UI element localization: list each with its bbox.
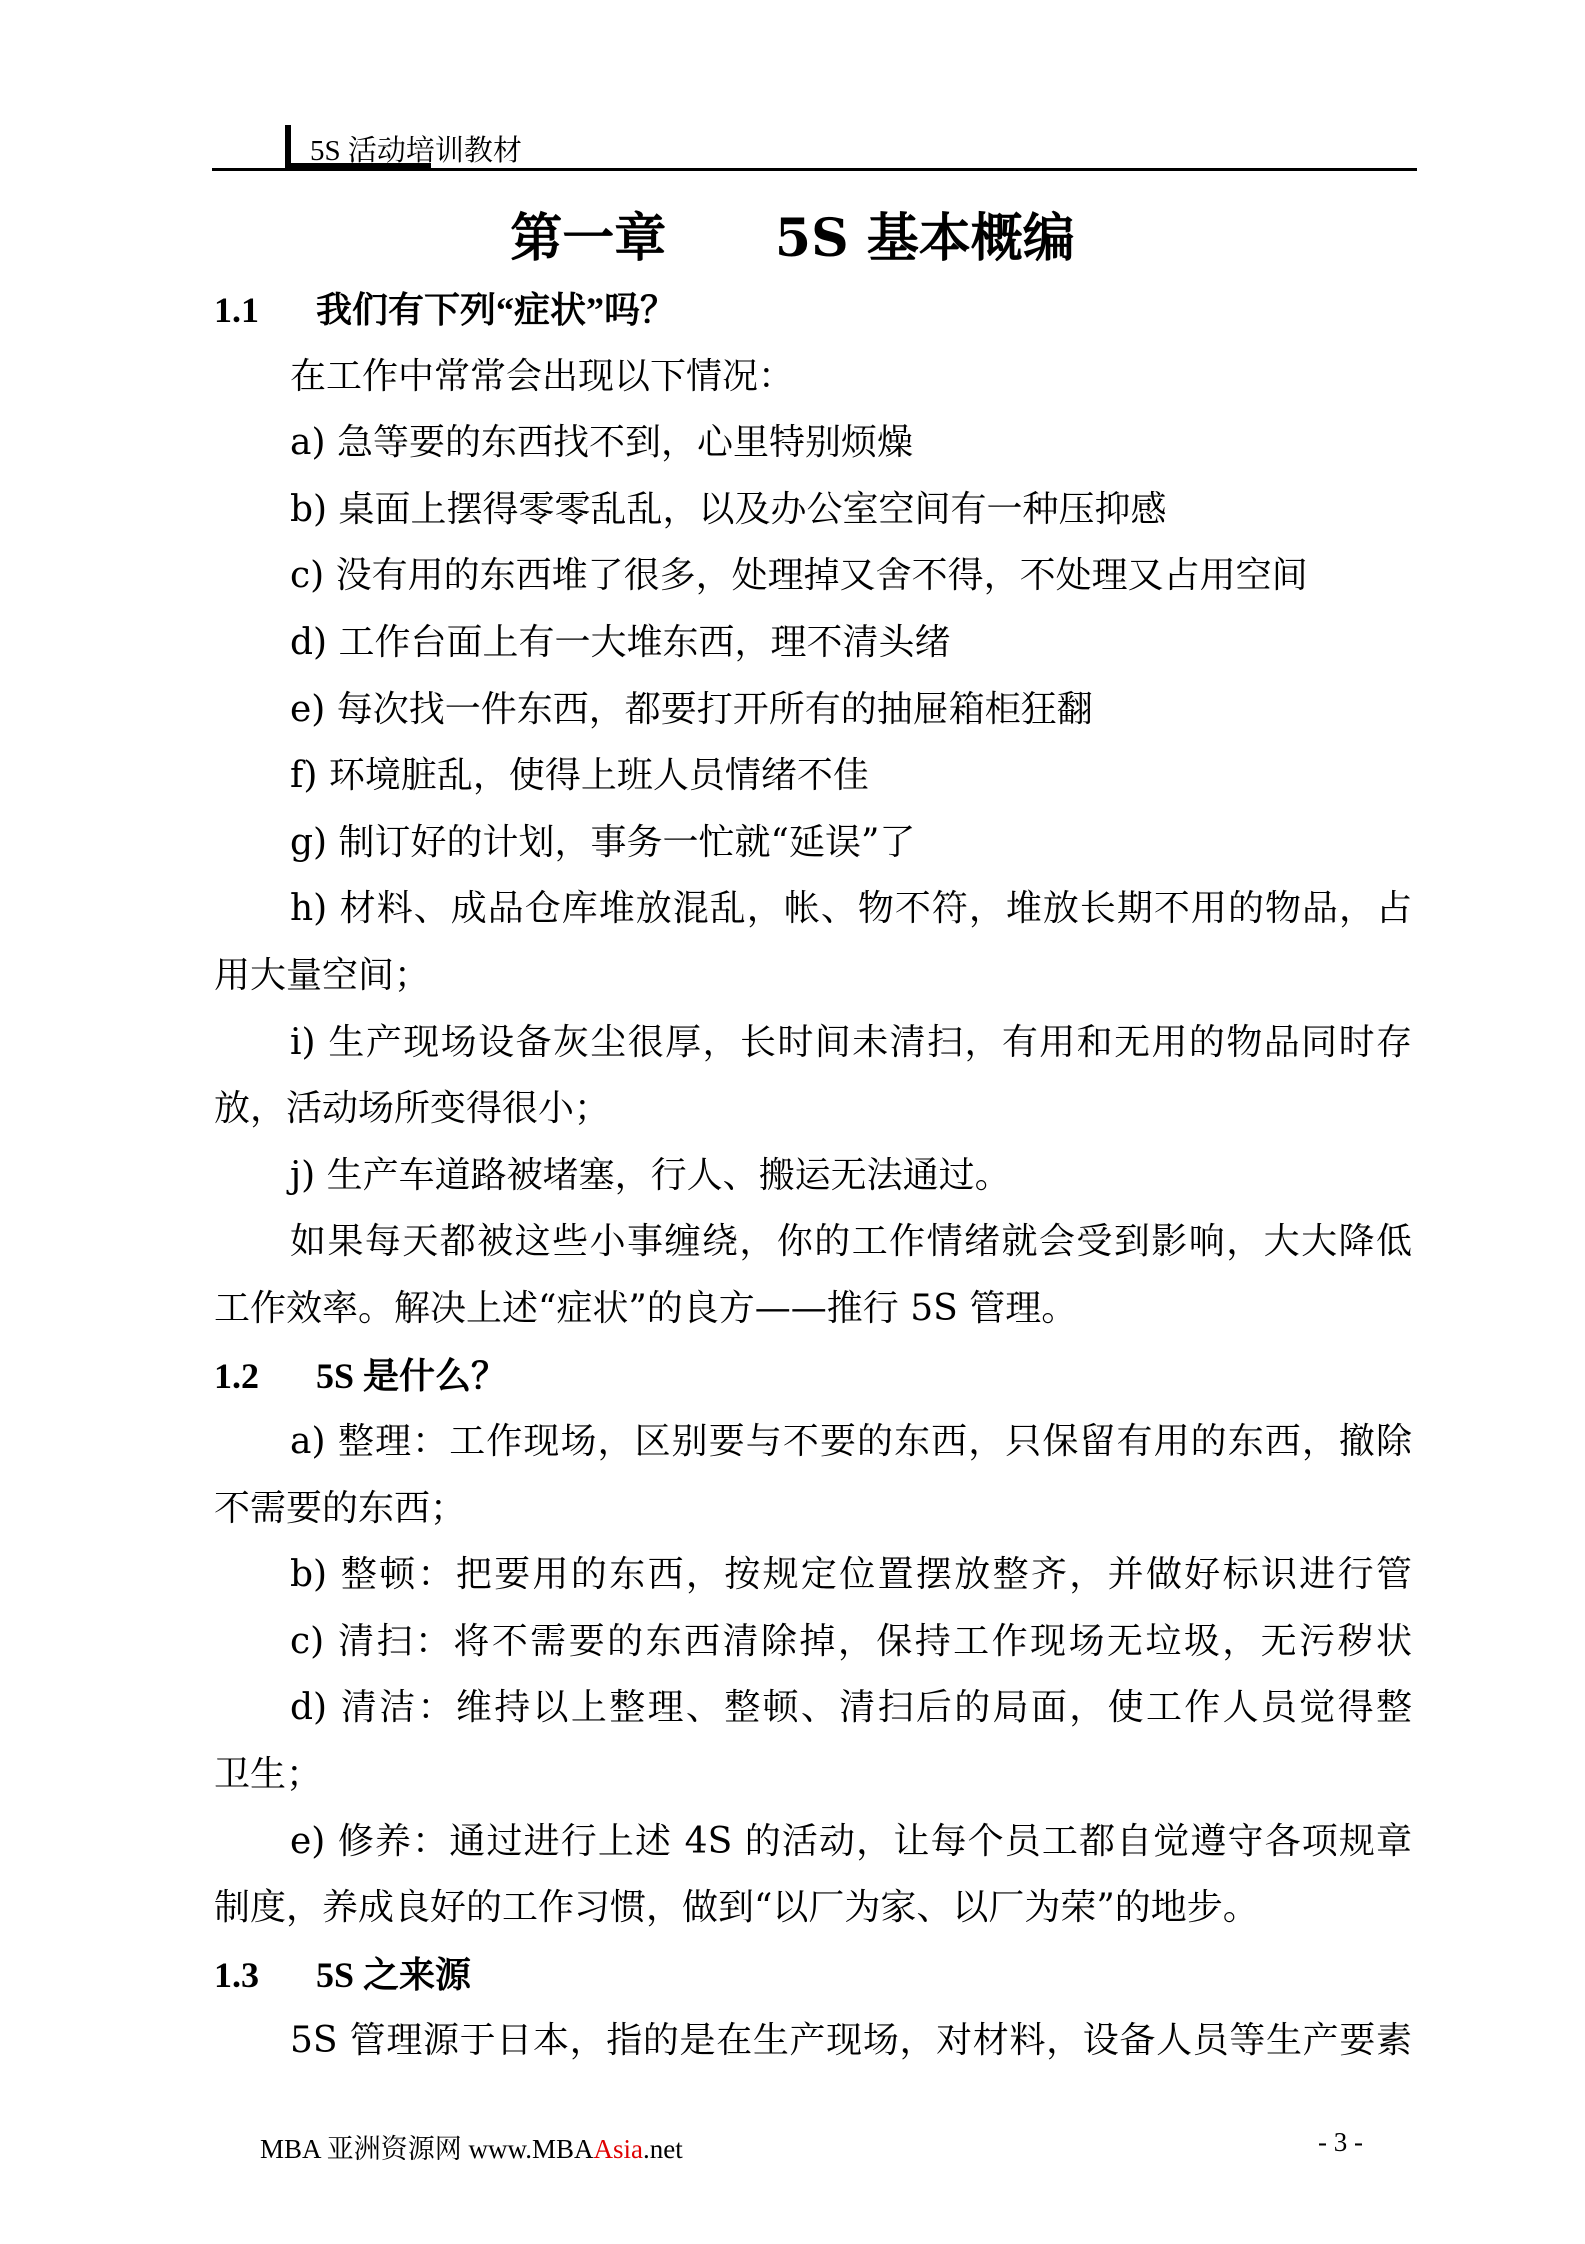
paragraph-line: b) 桌面上摆得零零乱乱，以及办公室空间有一种压抑感 bbox=[290, 488, 1167, 530]
section-title: 5S 是什么？ bbox=[316, 1355, 508, 1396]
chapter-name: 5S 基本概编 bbox=[774, 208, 1075, 269]
paragraph-line: h) 材料、成品仓库堆放混乱，帐、物不符，堆放长期不用的物品，占 bbox=[290, 888, 1412, 930]
chapter-title bbox=[0, 196, 1585, 271]
paragraph-line: 不需要的东西； bbox=[214, 1487, 467, 1529]
section-heading bbox=[214, 1942, 1412, 2009]
section-heading bbox=[214, 1343, 1412, 1410]
paragraph-line: d) 清洁：维持以上整理、整顿、清扫后的局面，使工作人员觉得整 bbox=[290, 1687, 1412, 1729]
section-heading bbox=[214, 277, 1412, 344]
paragraph-line: 如果每天都被这些小事缠绕，你的工作情绪就会受到影响，大大降低 bbox=[290, 1221, 1412, 1263]
paragraph-line: a) 整理：工作现场，区别要与不要的东西，只保留有用的东西，撤除 bbox=[290, 1421, 1412, 1463]
paragraph-line: c) 没有用的东西堆了很多，处理掉又舍不得，不处理又占用空间 bbox=[290, 555, 1308, 597]
section-number: 1.1 bbox=[214, 290, 259, 330]
paragraph-line: 用大量空间； bbox=[214, 954, 431, 996]
paragraph-line: 放，活动场所变得很小； bbox=[214, 1088, 611, 1130]
paragraph-line: e) 每次找一件东西，都要打开所有的抽屉箱柜狂翻 bbox=[290, 688, 1093, 730]
section-number: 1.3 bbox=[214, 1954, 259, 1995]
footer-site-accent: Asia bbox=[593, 2134, 644, 2164]
page-number: - 3 - bbox=[1318, 2127, 1363, 2157]
section-title: 我们有下列“症状”吗？ bbox=[316, 290, 677, 330]
paragraph-line: g) 制订好的计划，事务一忙就“延误”了 bbox=[290, 821, 916, 863]
paragraph-line: c) 清扫：将不需要的东西清除掉，保持工作现场无垃圾，无污秽状 bbox=[290, 1620, 1412, 1662]
chapter-number: 第一章 bbox=[510, 208, 667, 269]
paragraph-line: 工作效率。解决上述“症状”的良方——推行 5S 管理。 bbox=[214, 1287, 1078, 1329]
paragraph-line: 卫生； bbox=[214, 1754, 323, 1796]
section-title: 5S 之来源 bbox=[316, 1954, 472, 1995]
section-number: 1.2 bbox=[214, 1355, 259, 1396]
paragraph-line: i) 生产现场设备灰尘很厚，长时间未清扫，有用和无用的物品同时存 bbox=[290, 1021, 1412, 1063]
paragraph-line: 5S 管理源于日本，指的是在生产现场，对材料，设备人员等生产要素 bbox=[290, 2020, 1412, 2062]
paragraph-line: 在工作中常常会出现以下情况： bbox=[290, 355, 795, 397]
header-rule bbox=[212, 168, 1417, 171]
footer-site-text: MBA 亚洲资源网 www.MBA bbox=[260, 2134, 594, 2164]
paragraph-line: e) 修养：通过进行上述 4S 的活动，让每个员工都自觉遵守各项规章 bbox=[290, 1820, 1412, 1862]
paragraph-line: b) 整顿：把要用的东西，按规定位置摆放整齐，并做好标识进行管 bbox=[290, 1554, 1412, 1596]
paragraph-line: a) 急等要的东西找不到，心里特别烦燥 bbox=[290, 422, 913, 464]
footer-site-tail: .net bbox=[643, 2134, 683, 2164]
paragraph-line: 制度，养成良好的工作习惯，做到“以厂为家、以厂为荣”的地步。 bbox=[214, 1887, 1259, 1929]
header-title: 5S 活动培训教材 bbox=[310, 135, 522, 167]
paragraph-line: f) 环境脏乱，使得上班人员情绪不佳 bbox=[290, 755, 869, 797]
document-body bbox=[214, 277, 1412, 2075]
paragraph-line: d) 工作台面上有一大堆东西，理不清头绪 bbox=[290, 621, 951, 663]
paragraph-line: j) 生产车道路被堵塞，行人、搬运无法通过。 bbox=[290, 1154, 1011, 1196]
footer-site bbox=[260, 2127, 683, 2166]
